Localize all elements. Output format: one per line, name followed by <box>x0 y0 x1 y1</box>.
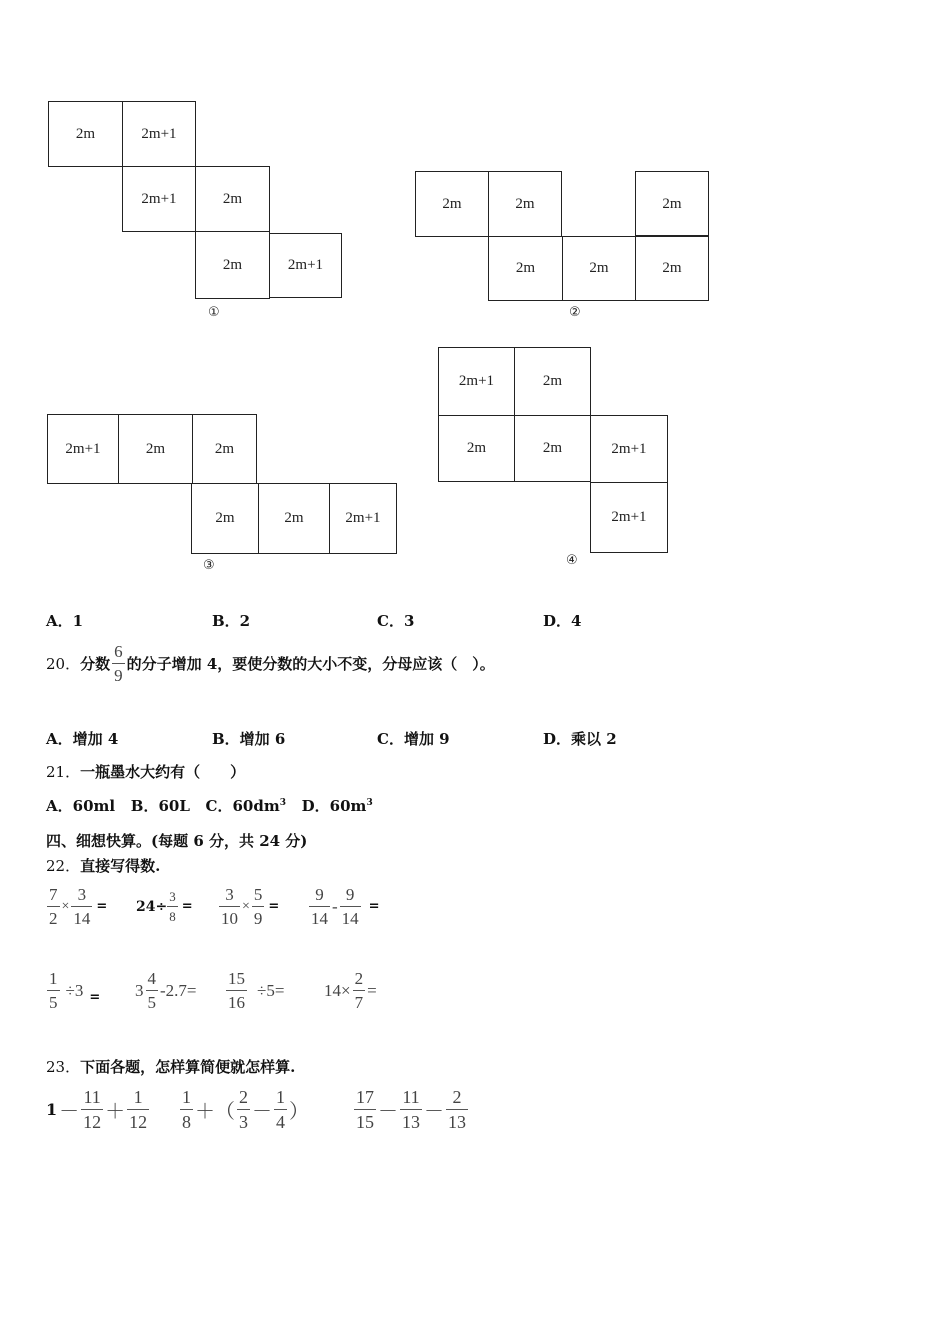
fraction-denominator: 15 <box>354 1109 376 1131</box>
q21-option-a[interactable]: A．60ml <box>46 797 116 815</box>
q21-text: 一瓶墨水大约有（ ） <box>80 763 246 781</box>
net4-cell: 2m <box>438 415 515 482</box>
q21-option-c[interactable] <box>206 797 286 815</box>
net2-cell: 2m <box>488 236 563 301</box>
fraction-denominator: 5 <box>146 990 159 1011</box>
net3-cell: 2m <box>258 483 330 554</box>
q22-expr-7 <box>226 970 286 1011</box>
fraction-numerator: 3 <box>169 889 176 904</box>
net2-cell: 2m <box>635 235 709 301</box>
q19-option-c[interactable]: C．3 <box>377 612 415 630</box>
fraction-numerator: 3 <box>77 885 87 904</box>
operator: － <box>59 1101 80 1123</box>
fraction-numerator: 11 <box>83 1087 101 1107</box>
fraction-numerator: 1 <box>133 1087 143 1107</box>
fraction-denominator: 9 <box>112 663 125 684</box>
fraction-denominator: 14 <box>71 906 92 927</box>
net3-cell: 2m+1 <box>47 414 119 484</box>
expr-lead: 14× <box>324 980 351 1000</box>
net4-cell: 2m+1 <box>590 482 668 553</box>
fraction-numerator: 1 <box>49 969 58 988</box>
q23-text: 下面各题，怎样算简便就怎样算. <box>80 1058 296 1076</box>
fraction-denominator: 2 <box>47 906 60 927</box>
q21-option-d-text: D．60m <box>301 797 367 815</box>
fraction-denominator: 16 <box>226 990 247 1011</box>
q21-question <box>46 761 245 782</box>
q23-expr-2 <box>180 1088 311 1131</box>
equals: = <box>368 899 380 914</box>
q22-expr-4 <box>309 886 380 927</box>
q23-question <box>46 1056 295 1077</box>
operator: － <box>424 1101 444 1123</box>
expr-tail: = <box>367 980 377 1000</box>
net4-cell: 2m+1 <box>590 415 668 483</box>
expr-lead: 1 <box>46 1100 58 1119</box>
q19-option-d[interactable]: D．4 <box>543 612 582 630</box>
operator: － <box>378 1101 398 1123</box>
net3-cell: 2m <box>191 483 259 554</box>
mixed-whole: 3 <box>135 980 144 1000</box>
fraction-numerator: 6 <box>114 642 123 661</box>
net1-cell: 2m <box>195 166 270 232</box>
q19-option-a[interactable]: A．1 <box>46 612 84 630</box>
fraction-numerator: 9 <box>315 885 324 904</box>
q22-expr-8 <box>322 970 379 1011</box>
q22-expr-1 <box>47 886 107 927</box>
net1-cell: 2m+1 <box>122 166 196 232</box>
expr-lead: 24÷ <box>136 898 168 915</box>
net4-cell: 2m <box>514 415 591 482</box>
equals: = <box>96 899 108 914</box>
q20-fraction <box>112 643 125 684</box>
net2-cell: 2m <box>415 171 489 237</box>
equals: = <box>89 990 101 1005</box>
net3-label: ③ <box>203 558 215 573</box>
fraction-numerator: 1 <box>182 1087 191 1107</box>
q23-expr-3 <box>354 1088 468 1131</box>
q20-question <box>46 643 495 684</box>
net1-cell: 2m+1 <box>122 101 196 167</box>
net3-cell: 2m+1 <box>329 483 397 554</box>
q20-post: 的分子增加 4，要使分数的大小不变，分母应该（ ）。 <box>126 655 495 673</box>
q23-expr-1 <box>46 1088 149 1131</box>
q22-question <box>46 855 160 876</box>
net1-cell: 2m <box>195 231 270 299</box>
q22-expr-3 <box>219 886 279 927</box>
q20-option-b[interactable]: B．增加 6 <box>212 730 286 748</box>
fraction-numerator: 9 <box>345 885 355 904</box>
q20-option-c[interactable]: C．增加 9 <box>377 730 450 748</box>
q23-number: 23． <box>46 1058 81 1076</box>
expr-tail: ÷5= <box>257 980 285 1000</box>
q21-option-c-text: C．60dm <box>205 797 280 815</box>
expr-tail: ÷3 <box>65 980 84 1000</box>
operator: ＋ <box>105 1101 126 1123</box>
net2-cell: 2m <box>562 236 636 301</box>
net4-label: ④ <box>566 553 578 568</box>
fraction-denominator: 8 <box>180 1109 193 1131</box>
operator: － <box>252 1101 272 1123</box>
net4-cell: 2m <box>514 347 591 416</box>
q20-pre: 分数 <box>80 655 111 673</box>
fraction-numerator: 1 <box>276 1087 285 1107</box>
q22-expr-2 <box>136 890 193 923</box>
net2-label: ② <box>569 305 581 320</box>
fraction-numerator: 15 <box>228 969 245 988</box>
fraction-denominator: 5 <box>47 990 60 1011</box>
fraction-numerator: 3 <box>225 885 234 904</box>
fraction-numerator: 5 <box>253 885 263 904</box>
net4-cell: 2m+1 <box>438 347 515 416</box>
net2-cell: 2m <box>635 171 709 237</box>
equals: = <box>181 899 193 914</box>
q22-expr-5 <box>47 970 100 1011</box>
fraction-denominator: 12 <box>81 1109 103 1131</box>
q22-text: 直接写得数. <box>80 857 161 875</box>
fraction-denominator: 10 <box>219 906 240 927</box>
fraction-numerator: 4 <box>147 969 156 988</box>
net1-label: ① <box>208 305 220 320</box>
fraction-denominator: 4 <box>274 1109 287 1131</box>
q21-option-b[interactable]: B．60L <box>130 797 190 815</box>
net1-cell: 2m <box>48 101 123 167</box>
net3-cell: 2m <box>192 414 257 484</box>
net3-cell: 2m <box>118 414 193 484</box>
q22-expr-6 <box>133 970 199 1011</box>
fraction-denominator: 7 <box>353 990 366 1011</box>
q22-number: 22． <box>46 857 81 875</box>
expr-tail: -2.7= <box>160 980 197 1000</box>
q21-options <box>46 795 373 816</box>
fraction-denominator: 8 <box>167 906 178 923</box>
operator: × <box>61 898 70 914</box>
superscript: 3 <box>279 798 286 808</box>
fraction-denominator: 13 <box>400 1109 422 1131</box>
net1-cell: 2m+1 <box>269 233 342 298</box>
operator: - <box>332 896 338 916</box>
q20-number: 20． <box>46 655 81 673</box>
fraction-numerator: 2 <box>239 1087 248 1107</box>
operator: × <box>242 898 250 914</box>
equals: = <box>268 899 280 914</box>
fraction-denominator: 14 <box>340 906 361 927</box>
fraction-denominator: 14 <box>309 906 330 927</box>
q20-option-a[interactable]: A．增加 4 <box>46 730 119 748</box>
fraction-denominator: 12 <box>127 1109 149 1131</box>
net2-cell: 2m <box>488 171 562 237</box>
fraction-numerator: 2 <box>354 969 364 988</box>
fraction-denominator: 9 <box>252 906 265 927</box>
q21-option-d[interactable] <box>302 797 373 815</box>
fraction-numerator: 7 <box>49 885 58 904</box>
fraction-numerator: 11 <box>402 1087 420 1107</box>
fraction-numerator: 17 <box>356 1087 374 1107</box>
fraction-denominator: 3 <box>237 1109 250 1131</box>
section-4-heading: 四、细想快算。(每题 6 分，共 24 分) <box>46 832 308 850</box>
fraction-denominator: 13 <box>446 1109 468 1131</box>
q21-number: 21． <box>46 763 81 781</box>
q20-option-d[interactable]: D．乘以 2 <box>543 730 617 748</box>
operator: ＋（ <box>195 1101 235 1123</box>
fraction-numerator: 2 <box>452 1087 462 1107</box>
superscript: 3 <box>366 798 373 808</box>
operator: ） <box>289 1101 309 1123</box>
q19-option-b[interactable]: B．2 <box>212 612 251 630</box>
